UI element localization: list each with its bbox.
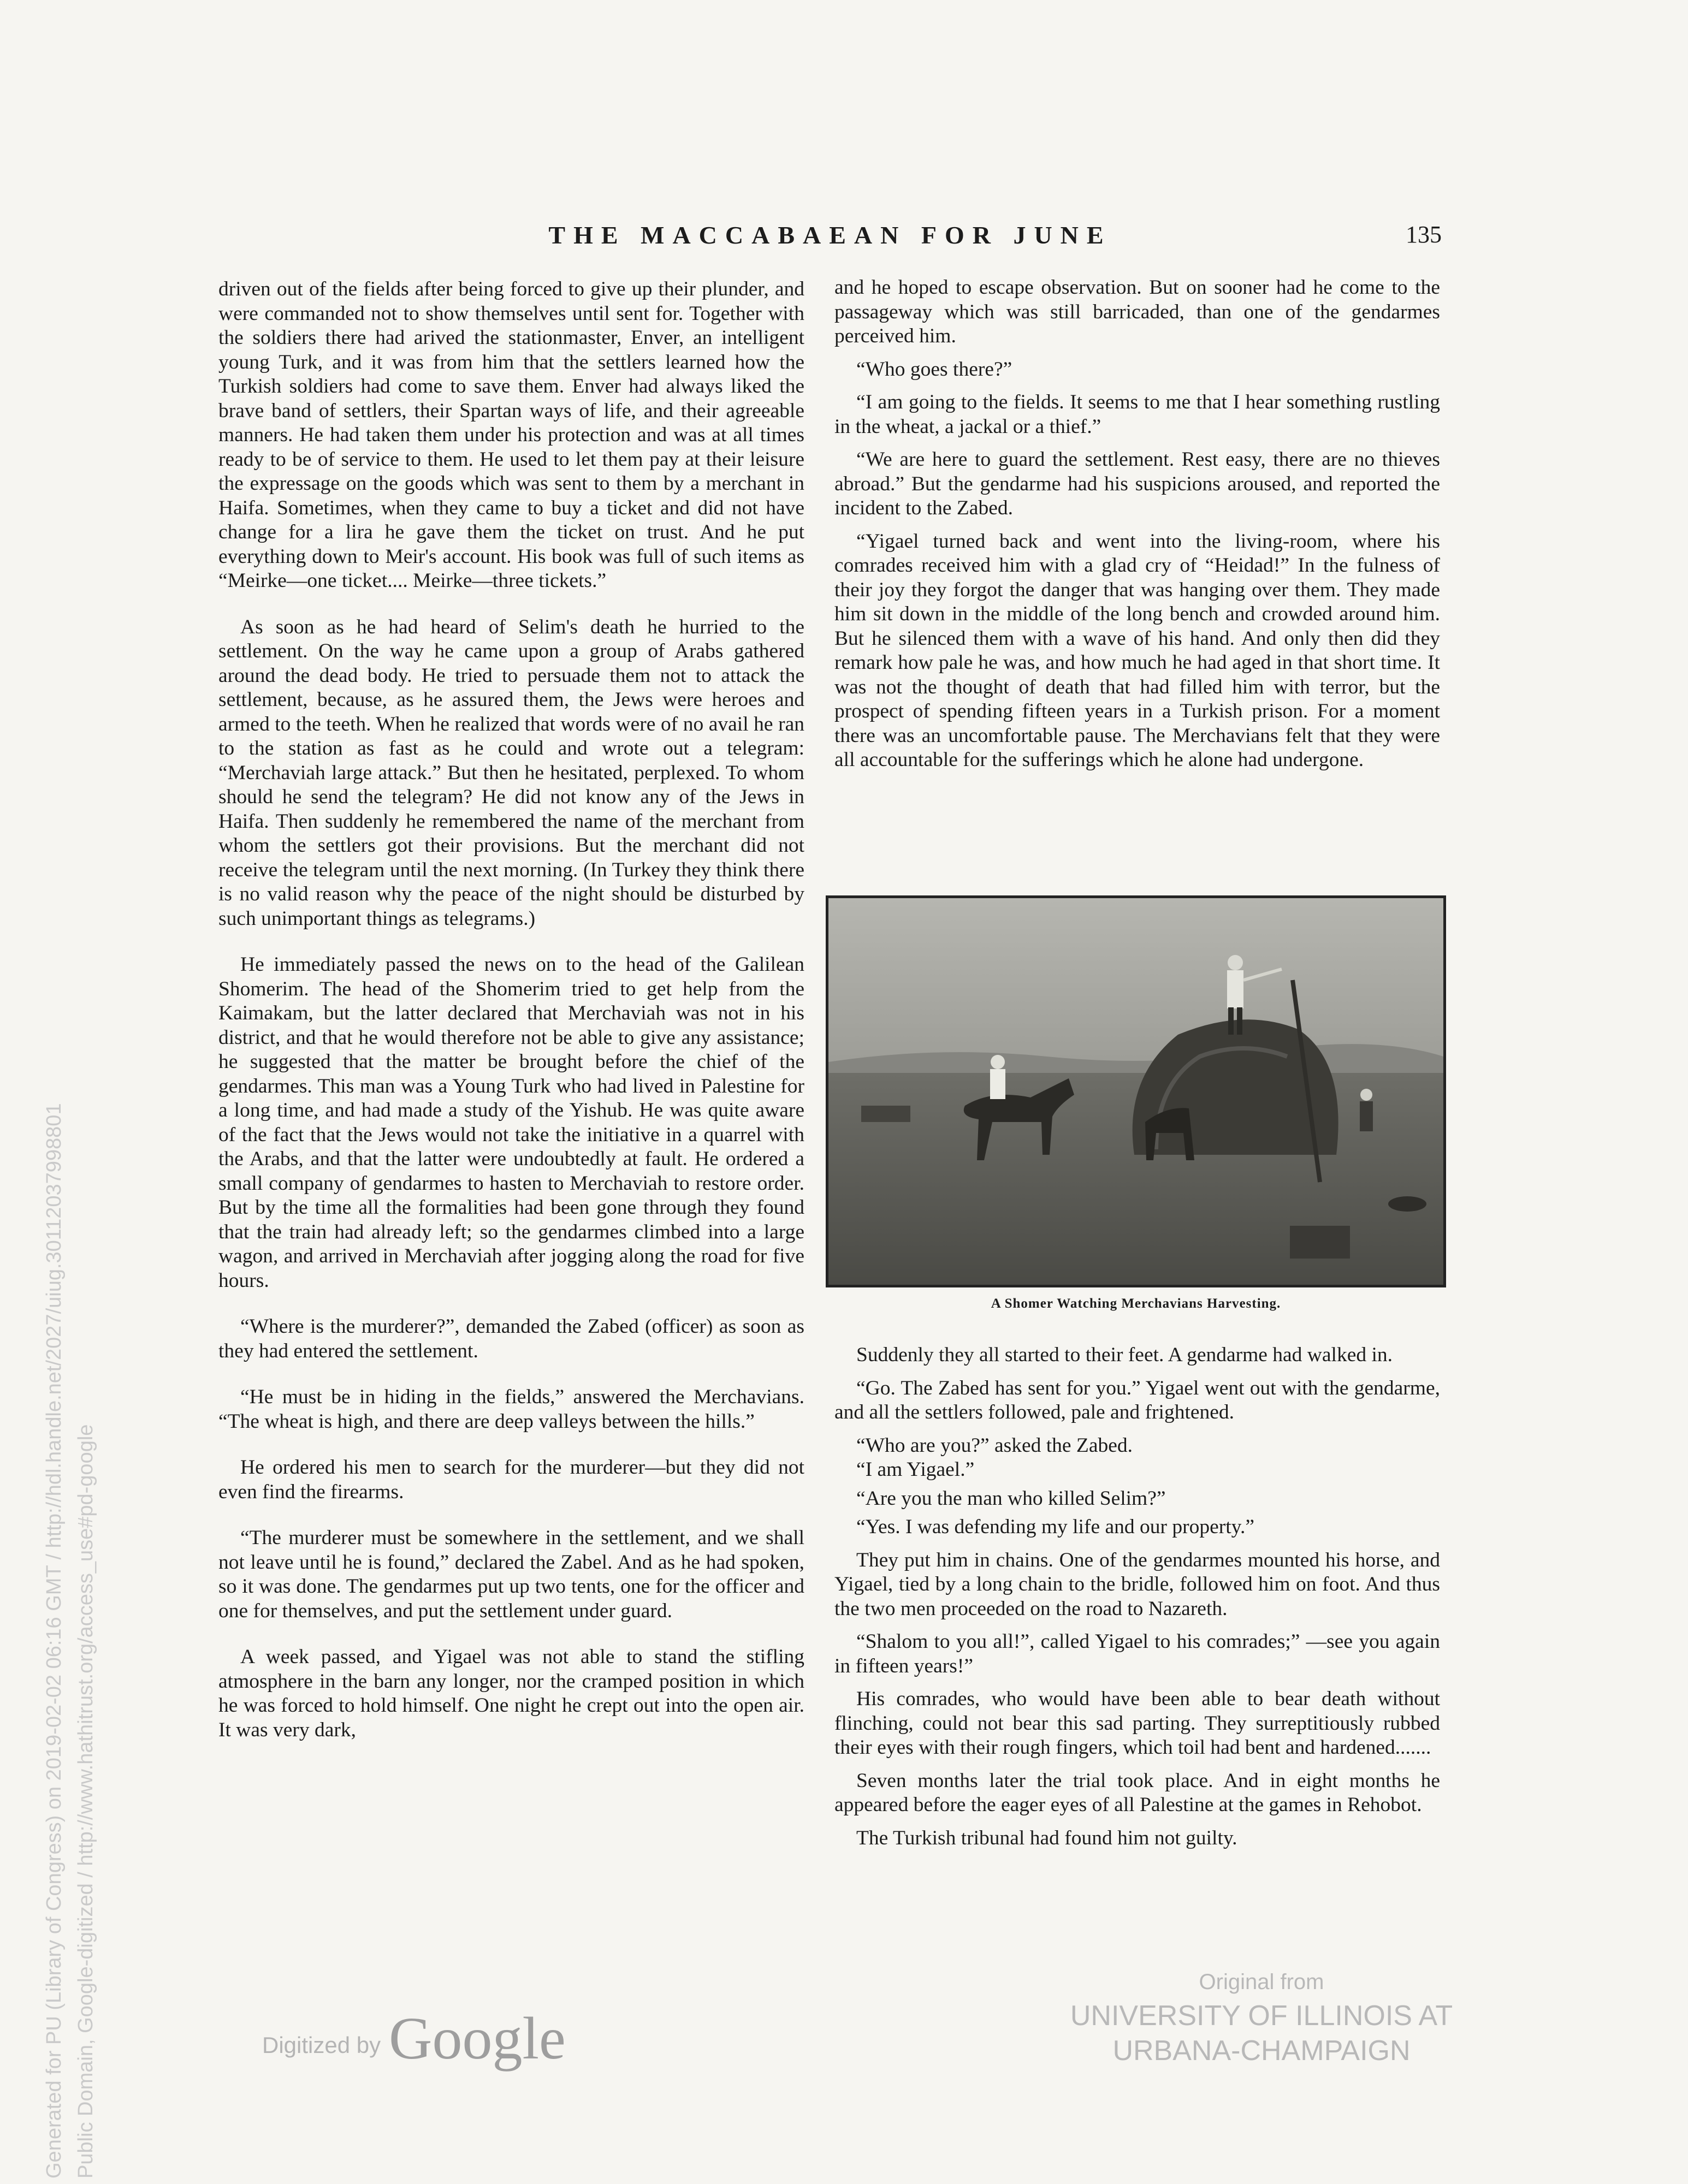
institution-line-1: UNIVERSITY OF ILLINOIS AT xyxy=(1070,2000,1453,2032)
paragraph: “I am Yigael.” xyxy=(856,1458,975,1481)
paragraph: “Yes. I was defending my life and our property.” xyxy=(856,1516,1254,1538)
paragraph: A week passed, and Yigael was not able to stand the stifling atmosphere in the barn any longer, nor the cramped position in which he was forced to hold himself. One night he crept out into the open air. It was very dark, xyxy=(218,1646,804,1741)
page-number: 135 xyxy=(1406,221,1442,248)
paragraph: and he hoped to escape observation. But on sooner had he come to the passageway which was still barricaded, than one of the gendarmes perceived him. xyxy=(834,276,1440,347)
paragraph: They put him in chains. One of the gendarmes mounted his horse, and Yigael, tied by a long chain to the bridle, followed him on foot. And thus the two men proceeded on the road to Nazareth. xyxy=(834,1548,1440,1620)
digitized-label: Digitized by xyxy=(262,2032,381,2058)
paragraph: “Are you the man who killed Selim?” xyxy=(856,1487,1166,1510)
paragraph: “Go. The Zabed has sent for you.” Yigael went out with the gendarme, and all the settlers followed, pale and frightened. xyxy=(834,1376,1440,1423)
google-logo: Google xyxy=(389,2005,566,2072)
paragraph: “He must be in hiding in the fields,” answered the Merchavians. “The wheat is high, and there are deep valleys between the hills.” xyxy=(218,1386,804,1433)
paragraph: “The murderer must be somewhere in the settlement, and we shall not leave until he is found,” declared the Zabel. And as he had spoken, so it was done. The gendarmes put up two tents, one for the officer and one for themselves, and put the settlement under guard. xyxy=(218,1527,804,1622)
institution-line-2: URBANA-CHAMPAIGN xyxy=(1112,2035,1411,2067)
paragraph: Seven months later the trial took place. And in eight months he appeared before the eager eyes of all Palestine at the games in Rehobot. xyxy=(834,1769,1440,1816)
harvest-photograph xyxy=(826,895,1446,1287)
page-header xyxy=(218,221,1442,259)
paragraph: “Who are you?” asked the Zabed. xyxy=(856,1434,1133,1457)
paragraph: “Shalom to you all!”, called Yigael to his comrades;” —see you again in fifteen years!” xyxy=(834,1630,1440,1677)
paragraph: “I am going to the fields. It seems to me that I hear something rustling in the wheat, a jackal or a thief.” xyxy=(834,391,1440,438)
digitized-by-watermark xyxy=(262,2004,590,2075)
paragraph: He ordered his men to search for the murderer—but they did not even find the firearms. xyxy=(218,1456,804,1503)
access-notice-line-2: Public Domain, Google-digitized / http://www.hathitrust.org/access_use#pd-google xyxy=(74,1424,97,2179)
paragraph: driven out of the fields after being forced to give up their plunder, and were commanded not to show themselves until sent for. Together with the soldiers there had arived the stationmaster, Enver, an intelligent young Turk, and it was from him that the settlers learned how the Turkish soldiers had come to save them. Enver had always liked the brave band of settlers, their Spartan ways of life, and their agreeable manners. He had taken them under his protection and was at all times ready to be of service to them. He used to let them pay at their leisure the expressage on the goods which was sent to them by a merchant in Haifa. Sometimes, when they came to buy a ticket and did not have change for a lira he gave them the ticket on trust. And he put everything down to Meir's account. His book was full of such items as “Meirke—one ticket.... Meirke—three tickets.” xyxy=(218,278,804,592)
paragraph: His comrades, who would have been able to bear death without flinching, could not bear this sad parting. They surreptitiously rubbed their eyes with their rough fingers, which toil had bent and hardened....... xyxy=(834,1688,1440,1759)
paragraph: “Yigael turned back and went into the living-room, where his comrades received him with a glad cry of “Heidad!” In the fulness of their joy they forgot the danger that was hanging over them. They made him sit down in the middle of the long bench and crowded around him. But he silenced them with a wave of his hand. And only then did they remark how pale he was, and how much he had aged in that short time. It was not the thought of death that had filled him with terror, but the prospect of spending fifteen years in a Turkish prison. For a moment there was an uncomfortable pause. The Merchavians felt that they were all accountable for the sufferings which he alone had undergone. xyxy=(834,530,1440,771)
access-notice xyxy=(38,814,102,2179)
original-from-watermark xyxy=(1054,1966,1469,2068)
paragraph: “Where is the murderer?”, demanded the Zabed (officer) as soon as they had entered the settlement. xyxy=(218,1315,804,1362)
paragraph: As soon as he had heard of Selim's death he hurried to the settlement. On the way he came upon a group of Arabs gathered around the dead body. He tried to persuade them not to attack the settlement, because, as he assured them, the Jews were heroes and armed to the teeth. When he realized that words were of no avail he ran to the station as fast as he could and wrote out a telegram: “Merchaviah large attack.” But then he hesitated, perplexed. To whom should he send the telegram? He did not know any of the Jews in Haifa. Then suddenly he remembered the name of the merchant from whom the settlers got their provisions. But the merchant did not receive the telegram until the next morning. (In Turkey they think there is no valid reason why the peace of the night should be disturbed by such unimportant things as telegrams.) xyxy=(218,615,804,930)
photo-drawing xyxy=(828,898,1443,1285)
original-label: Original from xyxy=(1199,1970,1324,1994)
paragraph: “We are here to guard the settlement. Rest easy, there are no thieves abroad.” But the gendarme had his suspicions aroused, and reported the incident to the Zabed. xyxy=(834,448,1440,519)
running-title: THE MACCABAEAN FOR JUNE xyxy=(548,221,1112,249)
figure-caption: A Shomer Watching Merchavians Harvesting. xyxy=(991,1296,1281,1311)
right-column-top xyxy=(834,276,1440,773)
paragraph: The Turkish tribunal had found him not guilty. xyxy=(856,1826,1237,1849)
access-notice-line-1: Generated for PU (Library of Congress) on 2019-02-02 06:16 GMT / http://hdl.handle.net/2027/uiug.30112037998801 xyxy=(43,1103,66,2179)
right-column-bottom xyxy=(834,1343,1440,1850)
paragraph: “Who goes there?” xyxy=(856,358,1012,381)
left-column xyxy=(218,277,804,1742)
paragraph: Suddenly they all started to their feet. A gendarme had walked in. xyxy=(856,1344,1393,1366)
paragraph: He immediately passed the news on to the head of the Galilean Shomerim. The head of the Shomerim tried to get help from the Kaimakam, but the latter declared that Merchaviah was not in his district, and that he would therefore not be able to give any assistance; he suggested that the matter be brought before the chief of the gendarmes. This man was a Young Turk who had lived in Palestine for a long time, and had made a study of the Yishub. He was quite aware of the fact that the Jews would not take the initiative in a quarrel with the Arabs, and that the latter were undoubtedly at fault. He ordered a small company of gendarmes to hasten to Merchaviah to restore order. But by the time all the formalities had been gone through they found that the train had already left; so the gendarmes climbed into a large wagon, and arrived in Merchaviah after jogging along the road for five hours. xyxy=(218,953,804,1292)
